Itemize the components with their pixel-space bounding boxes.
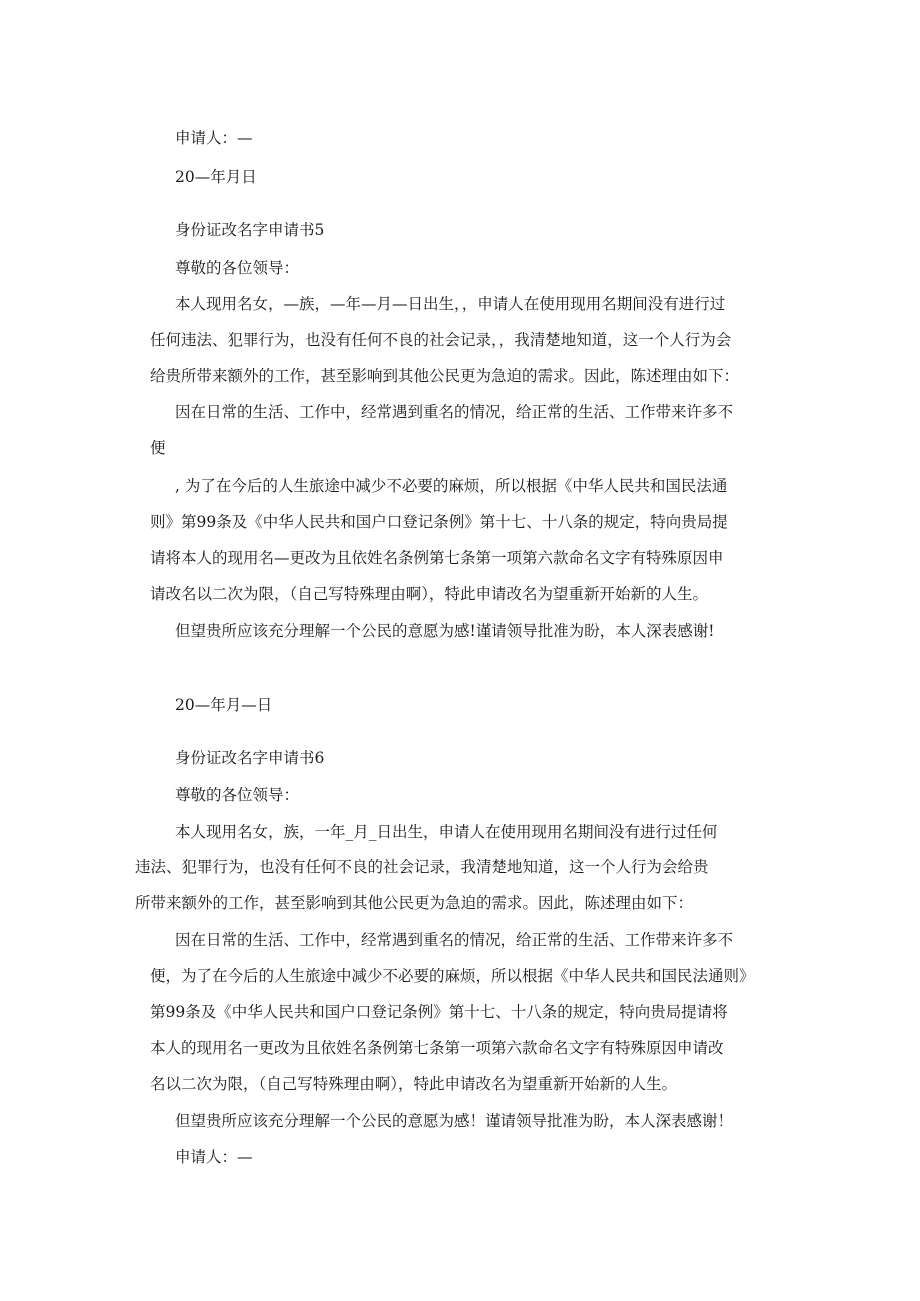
paragraph-line: 则》第99条及《中华人民共和国户口登记条例》第十七、十八条的规定，特向贵局提 (150, 513, 728, 531)
paragraph-line: 便 (150, 439, 166, 457)
paragraph-line: 任何违法、犯罪行为，也没有任何不良的社会记录，，我清楚地知道，这一个人行为会 (150, 331, 732, 349)
paragraph-line: 所带来额外的工作，甚至影响到其他公民更为急迫的需求。因此，陈述理由如下： (135, 894, 694, 912)
closing-line: 但望贵所应该充分理解一个公民的意愿为感!谨请领导批准为盼，本人深表感谢! (175, 622, 715, 640)
paragraph-line: 本人现用名女，—族，—年—月—日出生，，申请人在使用现用名期间没有进行过 (175, 295, 726, 313)
paragraph-line: 因在日常的生活、工作中，经常遇到重名的情况，给正常的生活、工作带来许多不 (175, 403, 734, 421)
salutation: 尊敬的各位领导： (175, 786, 300, 804)
paragraph-line: 第99条及《中华人民共和国户口登记条例》第十七、十八条的规定，特向贵局提请将 (150, 1003, 728, 1021)
paragraph-line: 便，为了在今后的人生旅途中减少不必要的麻烦，所以根据《中华人民共和国民法通则》 (150, 967, 755, 985)
paragraph-line: , 为了在今后的人生旅途中减少不必要的麻烦，所以根据《中华人民共和国民法通 (175, 477, 728, 495)
date-line: 20—年月日 (175, 168, 257, 186)
paragraph-line: 因在日常的生活、工作中，经常遇到重名的情况，给正常的生活、工作带来许多不 (175, 931, 734, 949)
closing-line: 但望贵所应该充分理解一个公民的意愿为感！谨请领导批准为盼，本人深表感谢！ (175, 1112, 734, 1130)
section-title-6: 身份证改名字申请书6 (175, 749, 325, 767)
paragraph-line: 请将本人的现用名—更改为且依姓名条例第七条第一项第六款命名文字有特殊原因申 (150, 549, 724, 567)
date-line: 20—年月—日 (175, 696, 273, 714)
paragraph-line: 本人的现用名一更改为且依姓名条例第七条第一项第六款命名文字有特殊原因申请改 (150, 1039, 724, 1057)
applicant-signature-line: 申请人：— (175, 129, 253, 147)
section-title-5: 身份证改名字申请书5 (175, 221, 325, 239)
paragraph-line: 给贵所带来额外的工作，甚至影响到其他公民更为急迫的需求。因此，陈述理由如下： (150, 367, 740, 385)
paragraph-line: 名以二次为限，（自己写特殊理由啊），特此申请改名为望重新开始新的人生。 (150, 1075, 678, 1093)
salutation: 尊敬的各位领导： (175, 259, 300, 277)
paragraph-line: 请改名以二次为限，（自己写特殊理由啊），特此申请改名为望重新开始新的人生。 (150, 585, 709, 603)
paragraph-line: 违法、犯罪行为，也没有任何不良的社会记录，我清楚地知道，这一个人行为会给贵 (135, 858, 709, 876)
paragraph-line: 本人现用名女，族，一年_月_日出生，申请人在使用现用名期间没有进行过任何 (175, 823, 718, 841)
applicant-signature-line: 申请人：— (175, 1148, 253, 1166)
